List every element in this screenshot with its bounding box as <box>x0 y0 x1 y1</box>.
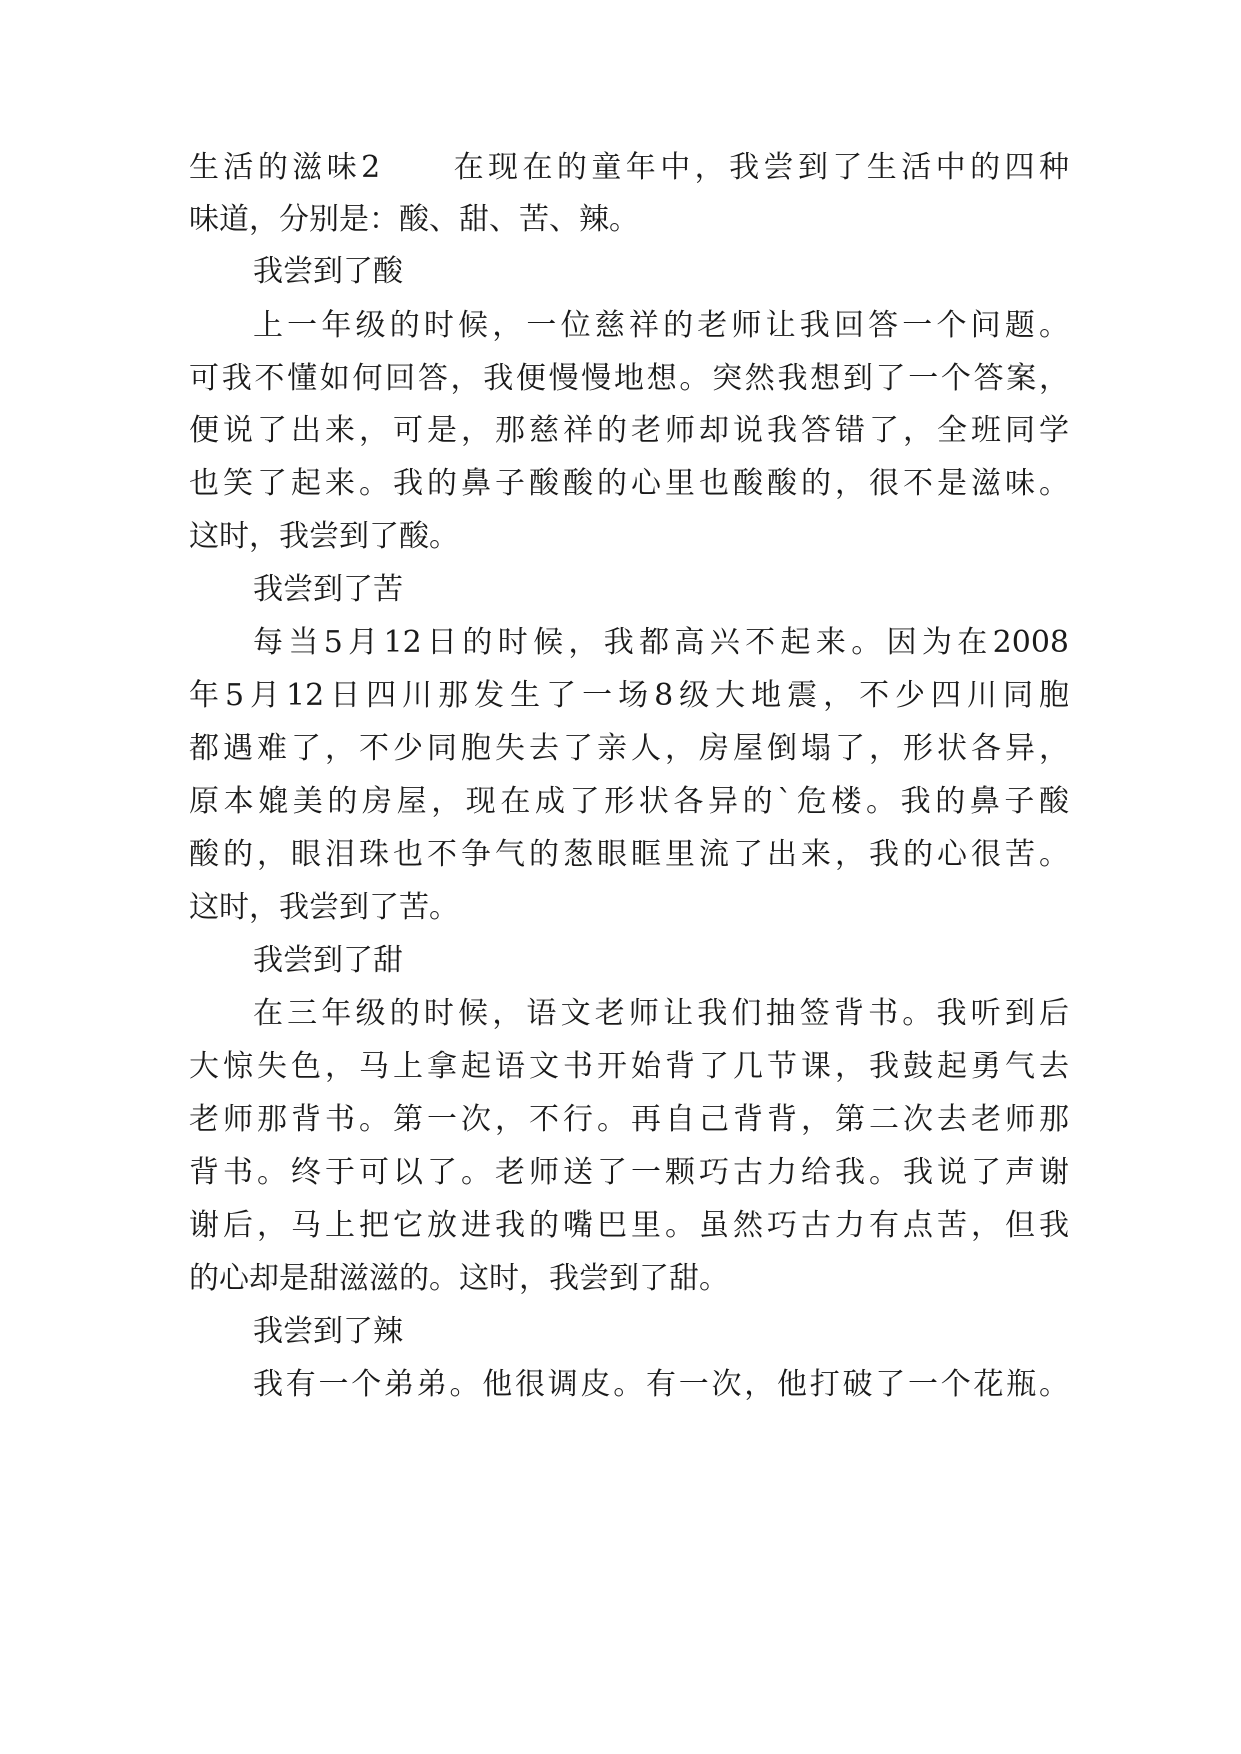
section-heading-sweet: 我尝到了甜 <box>253 943 403 978</box>
paragraph-line: 酸的，眼泪珠也不争气的葱眼眶里流了出来，我的心很苦。 <box>189 837 1069 872</box>
paragraph-line: 背书。终于可以了。老师送了一颗巧古力给我。我说了声谢 <box>189 1155 1069 1190</box>
paragraph-line: 这时，我尝到了苦。 <box>189 890 459 925</box>
paragraph-line: 老师那背书。第一次，不行。再自己背背，第二次去老师那 <box>189 1102 1069 1137</box>
paragraph-line: 我有一个弟弟。他很调皮。有一次，他打破了一个花瓶。 <box>253 1367 1069 1402</box>
paragraph-line: 的心却是甜滋滋的。这时，我尝到了甜。 <box>189 1261 729 1296</box>
paragraph-line: 可我不懂如何回答，我便慢慢地想。突然我想到了一个答案， <box>189 361 1069 396</box>
paragraph-line: 年5月12日四川那发生了一场8级大地震，不少四川同胞 <box>189 678 1069 713</box>
paragraph-line: 每当5月12日的时候，我都高兴不起来。因为在2008 <box>253 625 1069 660</box>
paragraph-line: 也笑了起来。我的鼻子酸酸的心里也酸酸的，很不是滋味。 <box>189 466 1069 501</box>
section-heading-sour: 我尝到了酸 <box>253 254 403 289</box>
paragraph-line: 味道，分别是：酸、甜、苦、辣。 <box>189 202 639 237</box>
section-heading-spicy: 我尝到了辣 <box>253 1314 403 1349</box>
paragraph-line: 在三年级的时候，语文老师让我们抽签背书。我听到后 <box>253 996 1069 1031</box>
paragraph-line: 这时，我尝到了酸。 <box>189 519 459 554</box>
paragraph-line: 谢后，马上把它放进我的嘴巴里。虽然巧古力有点苦，但我 <box>189 1208 1069 1243</box>
paragraph-line: 都遇难了，不少同胞失去了亲人，房屋倒塌了，形状各异， <box>189 731 1069 766</box>
section-heading-bitter: 我尝到了苦 <box>253 572 403 607</box>
paragraph-line: 便说了出来，可是，那慈祥的老师却说我答错了，全班同学 <box>189 413 1069 448</box>
paragraph-line: 大惊失色，马上拿起语文书开始背了几节课，我鼓起勇气去 <box>189 1049 1069 1084</box>
paragraph-line: 原本媲美的房屋，现在成了形状各异的`危楼。我的鼻子酸 <box>189 784 1069 819</box>
paragraph-line: 上一年级的时候，一位慈祥的老师让我回答一个问题。 <box>253 308 1069 343</box>
paragraph-line-title: 生活的滋味2 在现在的童年中，我尝到了生活中的四种 <box>189 150 1069 185</box>
